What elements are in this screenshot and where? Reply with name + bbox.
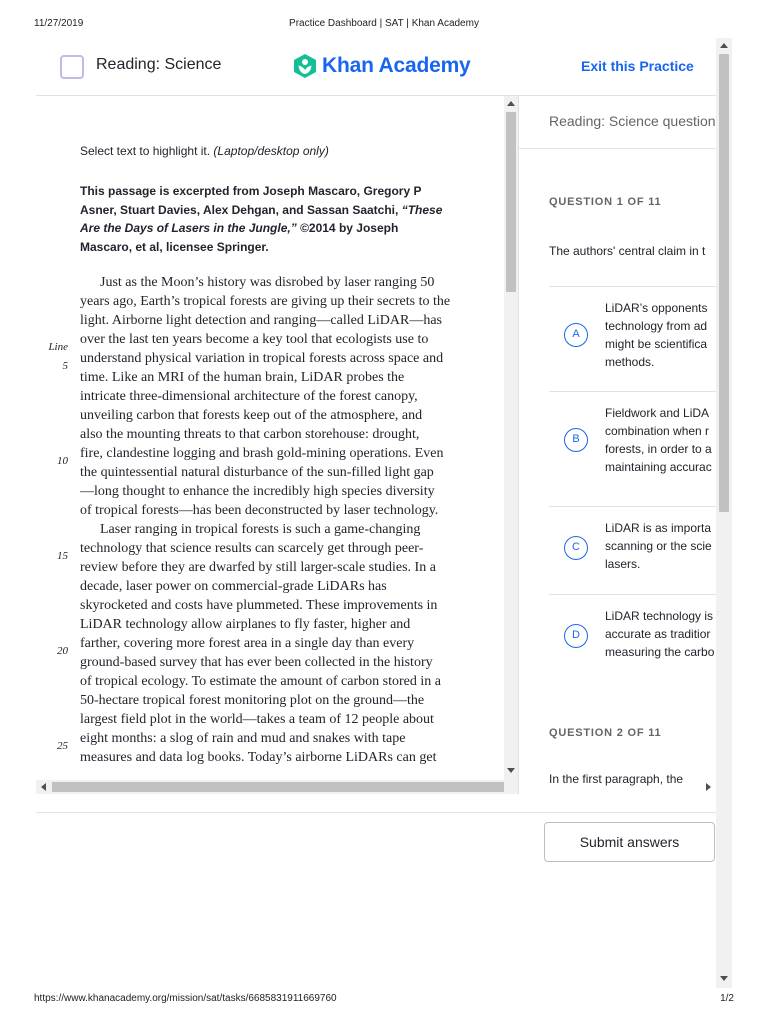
- choice-text-line: LiDAR is as importa: [605, 521, 712, 535]
- line-number: 25: [57, 740, 68, 752]
- passage-line[interactable]: of tropical ecology. To estimate the amount of carbon stored in a: [80, 674, 441, 689]
- scroll-down-arrow-icon[interactable]: [507, 768, 515, 773]
- passage-line[interactable]: largest field plot in the world—takes a team of 12 people about: [80, 712, 434, 727]
- questions-pane: [518, 96, 716, 794]
- passage-line[interactable]: also the mounting threats to that carbon storehouse: drought,: [80, 427, 420, 442]
- citation-authors: This passage is excerpted from Joseph Mascaro, Gregory P Asner, Stuart Davies, Alex Dehgan, and Sassan Saatchi,: [80, 184, 422, 217]
- citation-copyright: ©2014 by Joseph Mascaro, et al, licensee Springer.: [80, 221, 399, 254]
- passage-line[interactable]: time. Like an MRI of the human brain, LiDAR probes the: [80, 370, 405, 385]
- question-counter: QUESTION 1 OF 11: [549, 196, 662, 208]
- passage-line[interactable]: eight months: a slog of rain and mud and snakes with tape: [80, 731, 406, 746]
- question-counter: QUESTION 2 OF 11: [549, 727, 662, 739]
- passage-line[interactable]: Laser ranging in tropical forests is such a game-changing: [100, 522, 421, 537]
- passage-line[interactable]: measures and data log books. Today’s airborne LiDARs can get: [80, 750, 437, 765]
- question-stem: The authors' central claim in t: [549, 244, 706, 258]
- questions-pane-title: Reading: Science question: [549, 113, 716, 129]
- line-number: 5: [62, 360, 68, 372]
- passage-horizontal-scrollbar[interactable]: [36, 780, 518, 794]
- scroll-right-arrow-icon[interactable]: [706, 783, 711, 791]
- passage-line[interactable]: Just as the Moon’s history was disrobed by laser ranging 50: [100, 275, 435, 290]
- passage-line[interactable]: ground-based survey that has ever been collected in the history: [80, 655, 433, 670]
- print-url: https://www.khanacademy.org/mission/sat/tasks/6685831911669760: [34, 993, 337, 1004]
- divider: [36, 812, 716, 813]
- print-page-number: 1/2: [720, 993, 734, 1004]
- passage-line[interactable]: LiDAR technology allow airplanes to fly faster, higher and: [80, 617, 411, 632]
- choice-text-line: forests, in order to a: [605, 442, 712, 456]
- answer-choice-c[interactable]: [549, 506, 716, 594]
- progress-checkbox: [60, 55, 84, 79]
- practice-header: [36, 38, 732, 96]
- choice-letter-bubble[interactable]: D: [564, 624, 588, 648]
- page-scrollbar[interactable]: [716, 38, 732, 988]
- line-number: 15: [57, 550, 68, 562]
- passage-line[interactable]: fire, clandestine logging and brash gold-mining operations. Even: [80, 446, 444, 461]
- page-scrollbar-thumb[interactable]: [719, 54, 729, 512]
- passage-scrollbar-thumb[interactable]: [506, 112, 516, 292]
- passage-hscrollbar-thumb[interactable]: [52, 782, 504, 792]
- instructions-text: Select text to highlight it.: [80, 144, 211, 158]
- passage-citation: [80, 182, 450, 256]
- choice-text-line: maintaining accurac: [605, 460, 712, 474]
- question-stem: In the first paragraph, the: [549, 772, 684, 786]
- passage-line[interactable]: the quintessential natural disturbance of the sun-filled light gap: [80, 465, 434, 480]
- choice-text-line: methods.: [605, 355, 655, 369]
- choice-text-line: lasers.: [605, 557, 641, 571]
- choice-letter-bubble[interactable]: A: [564, 323, 588, 347]
- scroll-up-arrow-icon[interactable]: [507, 101, 515, 106]
- passage-text[interactable]: [80, 273, 475, 767]
- passage-line[interactable]: technology that science results can scarcely get through peer-: [80, 541, 424, 556]
- choice-text-line: technology from ad: [605, 319, 708, 333]
- passage-vertical-scrollbar[interactable]: [504, 96, 518, 780]
- print-page-title: Practice Dashboard | SAT | Khan Academy: [289, 18, 479, 29]
- passage-line[interactable]: light. Airborne light detection and ranging—called LiDAR—has: [80, 313, 442, 328]
- practice-title: Reading: Science: [96, 56, 222, 73]
- answer-choice-b[interactable]: [549, 391, 716, 506]
- choice-text-line: LiDAR technology is: [605, 609, 714, 623]
- divider: [519, 148, 716, 149]
- passage-line[interactable]: decade, laser power on commercial-grade LiDARs has: [80, 579, 387, 594]
- answer-choice-d[interactable]: [549, 594, 716, 679]
- logo-wordmark: Khan Academy: [322, 54, 471, 77]
- passage-line[interactable]: years ago, Earth’s tropical forests are giving up their secrets to the: [80, 294, 451, 309]
- choice-text-line: accurate as traditior: [605, 627, 711, 641]
- choice-text-line: LiDAR’s opponents: [605, 301, 708, 315]
- choice-text-line: combination when r: [605, 424, 710, 438]
- choice-letter-bubble[interactable]: C: [564, 536, 588, 560]
- print-date: 11/27/2019: [34, 18, 84, 29]
- passage-line[interactable]: review before they are dwarfed by still larger-scale studies. In a: [80, 560, 436, 575]
- passage-line[interactable]: skyrocketed and costs have plummeted. These improvements in: [80, 598, 438, 613]
- line-number: 20: [57, 645, 68, 657]
- line-label: Line: [48, 341, 68, 353]
- choice-text-line: scanning or the scie: [605, 539, 712, 553]
- highlight-instructions: [80, 144, 329, 158]
- choice-text-line: measuring the carbo: [605, 645, 715, 659]
- instructions-note: (Laptop/desktop only): [213, 144, 329, 158]
- khan-academy-logo[interactable]: [293, 50, 471, 82]
- choice-text-line: might be scientifica: [605, 337, 708, 351]
- line-number: 10: [57, 455, 68, 467]
- submit-answers-button[interactable]: Submit answers: [544, 822, 715, 862]
- choice-text: [605, 607, 716, 661]
- scroll-up-arrow-icon[interactable]: [720, 43, 728, 48]
- citation-title: “These Are the Days of Lasers in the Jungle,”: [80, 202, 443, 235]
- exit-practice-link[interactable]: Exit this Practice: [581, 58, 694, 74]
- khan-academy-logo-icon: [293, 53, 317, 79]
- passage-pane: [36, 96, 518, 796]
- choice-text: [605, 404, 716, 476]
- scroll-down-arrow-icon[interactable]: [720, 976, 728, 981]
- scroll-left-arrow-icon[interactable]: [41, 783, 46, 791]
- passage-line[interactable]: understand physical variation in tropical forests across space and: [80, 351, 444, 366]
- choice-text-line: Fieldwork and LiDA: [605, 406, 710, 420]
- passage-line[interactable]: farther, covering more forest area in a single day than every: [80, 636, 415, 651]
- passage-line[interactable]: over the last ten years become a key tool that ecologists use to: [80, 332, 429, 347]
- passage-line[interactable]: intricate three-dimensional architecture of the forest canopy,: [80, 389, 418, 404]
- passage-line[interactable]: —long thought to enhance the incredibly high species diversity: [80, 484, 435, 499]
- choice-letter-bubble[interactable]: B: [564, 428, 588, 452]
- passage-line[interactable]: unveiling carbon that forests keep out of the atmosphere, and: [80, 408, 423, 423]
- answer-choice-a[interactable]: [549, 286, 716, 391]
- passage-line[interactable]: 50-hectare tropical forest monitoring plot on the ground—the: [80, 693, 425, 708]
- choice-text: [605, 299, 716, 371]
- choice-text: [605, 519, 716, 573]
- passage-line[interactable]: of tropical forests—has been deconstructed by laser technology.: [80, 503, 439, 518]
